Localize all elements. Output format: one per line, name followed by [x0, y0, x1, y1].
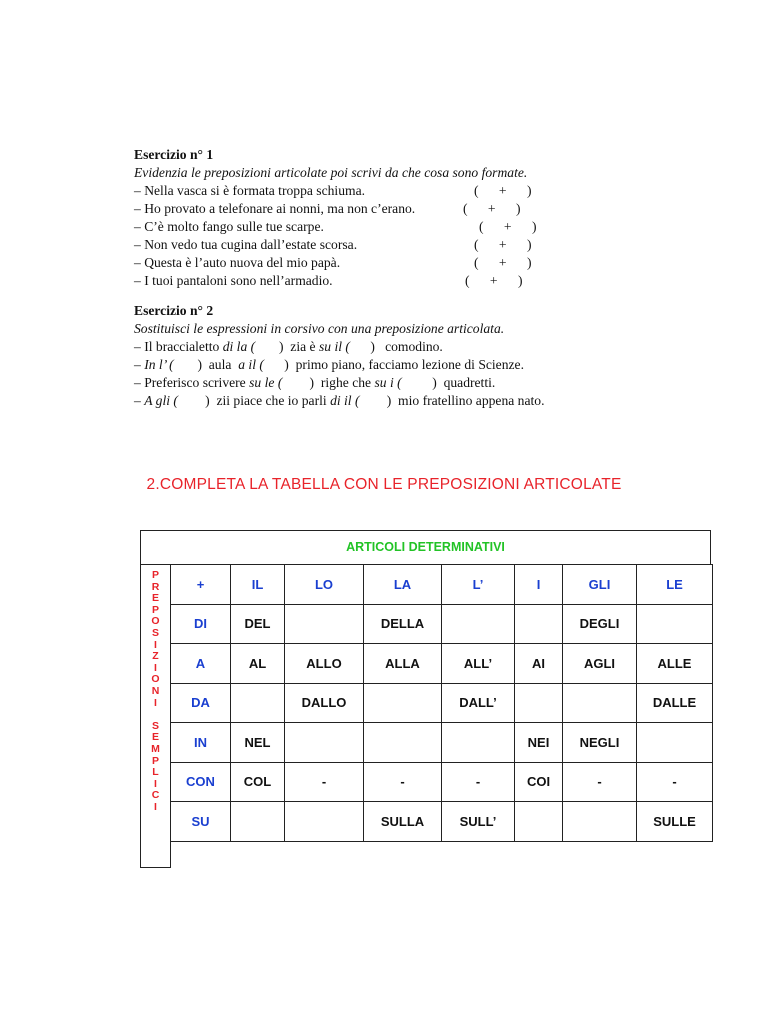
table-cell: DALL’	[442, 683, 515, 723]
exercise-2	[134, 302, 545, 410]
side-label-letter: S	[151, 719, 159, 732]
table-cell: AL	[231, 644, 285, 684]
preposition-cell: DI	[171, 604, 231, 644]
side-label-letter: C	[151, 789, 160, 802]
exercise-2-line: – In l’ ( ) aula a il ( ) primo piano, facciamo lezione di Scienze.	[134, 357, 524, 372]
side-label-letter: O	[151, 615, 160, 628]
answer-blank: ( + )	[474, 183, 532, 198]
side-label-letter: M	[151, 742, 160, 755]
table-row	[171, 762, 713, 802]
side-label-letter: I	[154, 661, 157, 674]
table-cell: -	[563, 762, 637, 802]
exercise-1-line: – C’è molto fango sulle tue scarpe. ( + )	[134, 219, 537, 234]
exercise-2-instruction: Sostituisci le espressioni in corsivo con una preposizione articolata.	[134, 321, 505, 336]
table-cell: -	[364, 762, 442, 802]
side-label-letter: I	[154, 696, 157, 709]
side-label-letter: S	[151, 626, 159, 639]
table-header-frame	[140, 530, 711, 565]
table-cell	[285, 802, 364, 842]
column-header: GLI	[563, 565, 637, 605]
table-cell: -	[285, 762, 364, 802]
section-heading: 2.COMPLETA LA TABELLA CON LE PREPOSIZIONI ARTICOLATE	[146, 476, 622, 493]
column-header: LO	[285, 565, 364, 605]
preposition-cell: A	[171, 644, 231, 684]
preposition-cell: CON	[171, 762, 231, 802]
table-cell: DEGLI	[563, 604, 637, 644]
table-cell: SULLA	[364, 802, 442, 842]
table-cell: DELLA	[364, 604, 442, 644]
table-cell: ALL’	[442, 644, 515, 684]
table-cell: SULL’	[442, 802, 515, 842]
table-cell	[515, 683, 563, 723]
column-header: +	[171, 565, 231, 605]
table-cell	[231, 683, 285, 723]
prepositions-table	[170, 564, 713, 842]
column-header: L’	[442, 565, 515, 605]
table-row	[171, 723, 713, 763]
exercise-1-line: – Ho provato a telefonare ai nonni, ma non c’erano. ( + )	[134, 201, 521, 216]
side-label-letter: I	[154, 777, 157, 790]
exercise-2-title: Esercizio n° 2	[134, 303, 214, 318]
table-cell: -	[637, 762, 713, 802]
side-label-letter: P	[151, 754, 159, 767]
side-label-letter: E	[151, 592, 159, 605]
side-label-letter: N	[151, 684, 160, 697]
column-header: I	[515, 565, 563, 605]
exercise-1-line: – Questa è l’auto nuova del mio papà. ( + )	[134, 255, 532, 270]
table-row	[171, 802, 713, 842]
side-label-letter	[141, 709, 170, 721]
exercise-1-line: – Non vedo tua cugina dall’estate scorsa. ( + )	[134, 237, 532, 252]
table-cell	[285, 723, 364, 763]
table-cell	[563, 683, 637, 723]
table-row	[171, 604, 713, 644]
table-cell: ALLA	[364, 644, 442, 684]
table-cell: -	[442, 762, 515, 802]
table-cell	[442, 604, 515, 644]
table-cell	[364, 723, 442, 763]
preposition-cell: IN	[171, 723, 231, 763]
column-header: LA	[364, 565, 442, 605]
answer-blank: ( + )	[474, 237, 532, 252]
articoli-header: ARTICOLI DETERMINATIVI	[346, 540, 505, 554]
preposition-cell: SU	[171, 802, 231, 842]
table-cell: DALLE	[637, 683, 713, 723]
exercise-2-line: – Preferisco scrivere su le ( ) righe che su i ( ) quadretti.	[134, 375, 496, 390]
table-cell	[442, 723, 515, 763]
side-label-letter: Z	[152, 650, 159, 663]
exercise-1-title: Esercizio n° 1	[134, 147, 214, 162]
table-cell: SULLE	[637, 802, 713, 842]
exercise-1-line: – Nella vasca si è formata troppa schiuma. ( + )	[134, 183, 532, 198]
table-cell: DEL	[231, 604, 285, 644]
answer-blank: ( + )	[474, 255, 532, 270]
table-cell: COI	[515, 762, 563, 802]
table-row	[171, 644, 713, 684]
table-cell	[515, 802, 563, 842]
table-cell	[637, 604, 713, 644]
side-label-letter: R	[151, 580, 160, 593]
answer-blank: ( + )	[479, 219, 537, 234]
table-cell: ALLO	[285, 644, 364, 684]
exercise-2-line: – A gli ( ) zii piace che io parli di il ( ) mio fratellino appena nato.	[134, 393, 545, 408]
side-label-letter: I	[154, 800, 157, 813]
table-cell	[637, 723, 713, 763]
table-header-row	[171, 565, 713, 605]
table-cell: AGLI	[563, 644, 637, 684]
table-cell	[364, 683, 442, 723]
column-header: LE	[637, 565, 713, 605]
table-cell: COL	[231, 762, 285, 802]
exercise-1	[134, 146, 537, 290]
table-cell: NEI	[515, 723, 563, 763]
table-cell	[285, 604, 364, 644]
exercise-2-line: – Il braccialetto di la ( ) zia è su il ( ) comodino.	[134, 339, 443, 354]
table-cell	[563, 802, 637, 842]
table-cell: NEL	[231, 723, 285, 763]
table-cell: DALLO	[285, 683, 364, 723]
exercise-1-instruction: Evidenzia le preposizioni articolate poi scrivi da che cosa sono formate.	[134, 165, 528, 180]
side-label-letter: P	[151, 603, 159, 616]
table-cell	[231, 802, 285, 842]
table-cell: AI	[515, 644, 563, 684]
preposizioni-semplici-side-label	[140, 564, 171, 868]
table-cell: NEGLI	[563, 723, 637, 763]
column-header: IL	[231, 565, 285, 605]
side-label-letter: O	[151, 673, 160, 686]
answer-blank: ( + )	[463, 201, 521, 216]
exercise-1-line: – I tuoi pantaloni sono nell’armadio. ( + )	[134, 273, 523, 288]
side-label-letter: P	[151, 569, 159, 581]
table-cell: ALLE	[637, 644, 713, 684]
side-label-letter: E	[151, 731, 159, 744]
answer-blank: ( + )	[465, 273, 523, 288]
table-cell	[515, 604, 563, 644]
side-label-letter: I	[154, 638, 157, 651]
side-label-letter: L	[152, 766, 159, 779]
preposition-cell: DA	[171, 683, 231, 723]
table-row	[171, 683, 713, 723]
